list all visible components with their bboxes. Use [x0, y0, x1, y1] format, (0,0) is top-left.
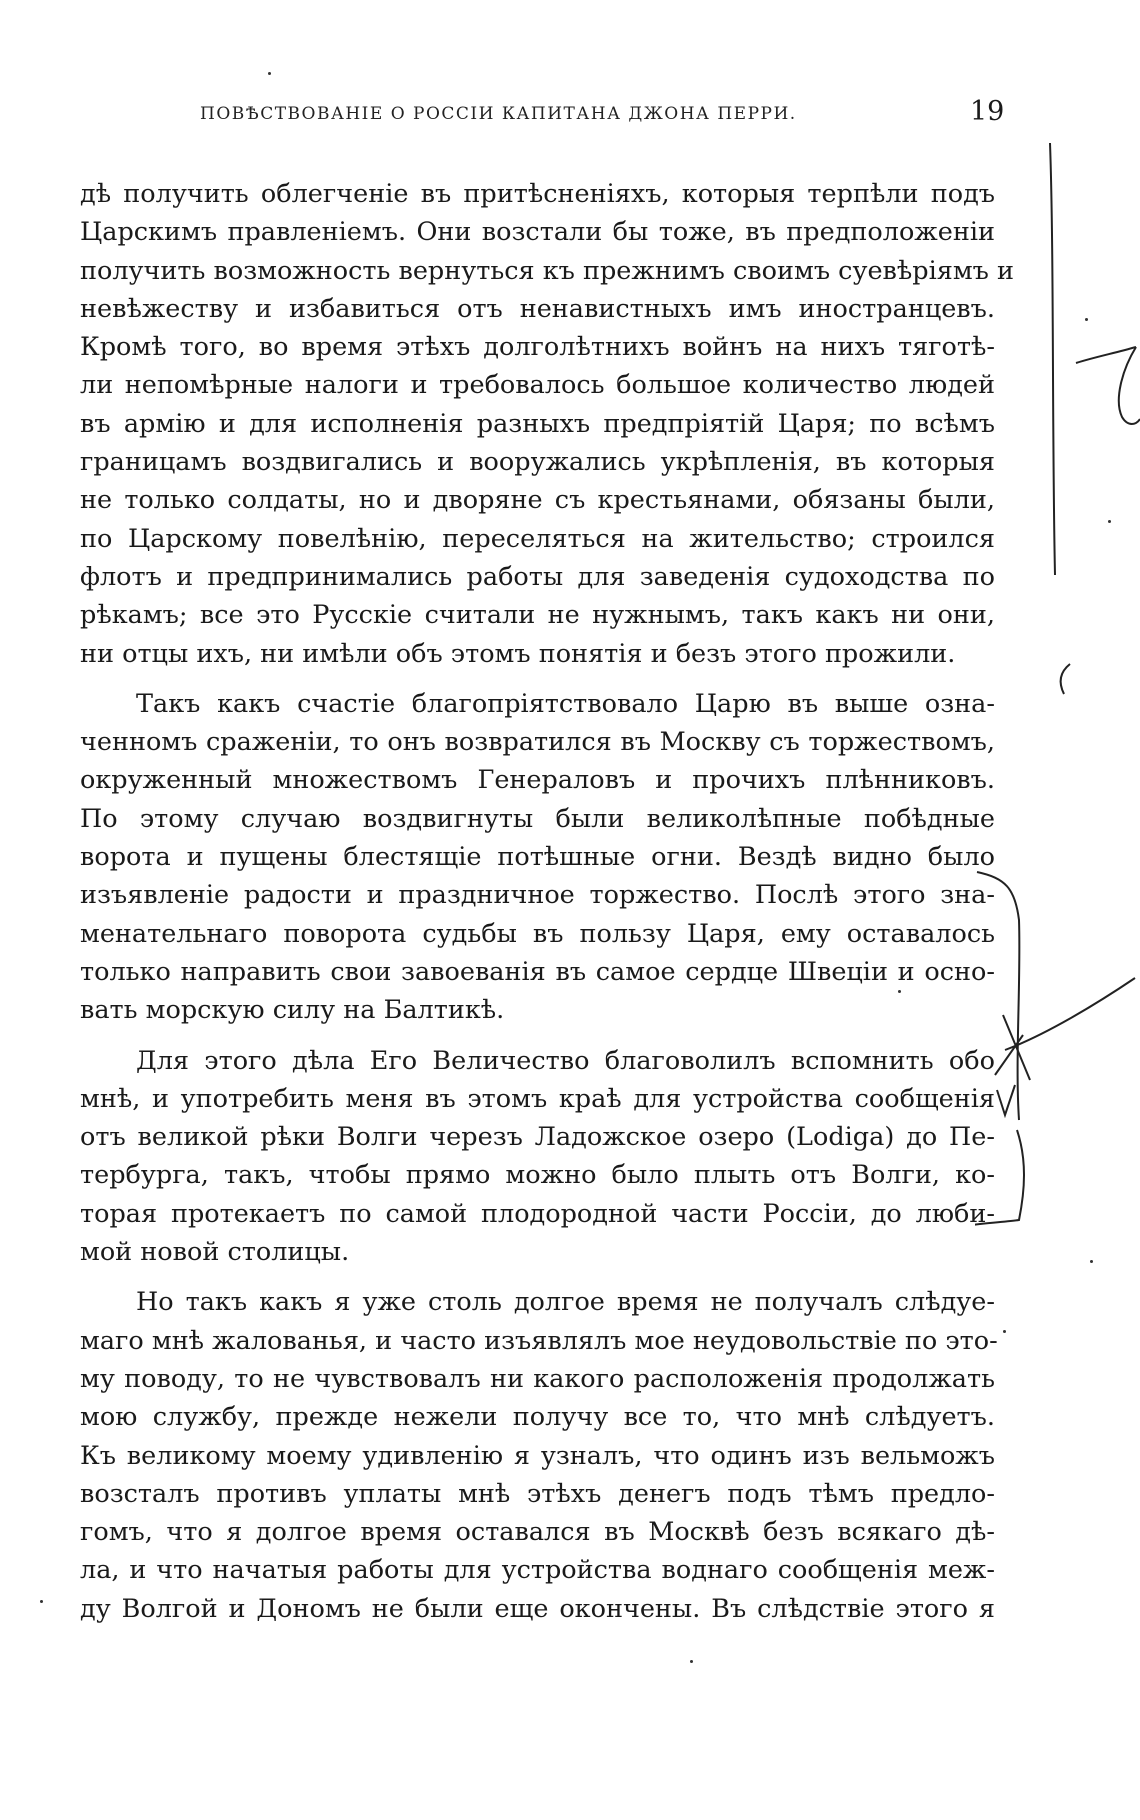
page-number: 19 [970, 96, 1005, 127]
text-line: мой новой столицы. [80, 1237, 350, 1268]
text-line: получить возможность вернуться къ прежнимъ своимъ суевѣріямъ и [80, 255, 1014, 286]
text-line: мнѣ, и употребить меня въ этомъ краѣ для устройства сообщенія [80, 1083, 995, 1114]
paragraph-4 [80, 1283, 998, 1628]
text-line: вать морскую силу на Балтикѣ. [80, 995, 505, 1026]
margin-tick [1050, 660, 1080, 700]
text-line: мою службу, прежде нежели получу все то, что мнѣ слѣдуетъ. [80, 1402, 995, 1433]
text-line: не только солдаты, но и дворяне съ крестьянами, обязаны были, [80, 485, 995, 516]
body-text [80, 175, 1014, 1640]
paragraph-1 [80, 175, 1014, 673]
text-line: въ армію и для исполненія разныхъ предпріятій Царя; по всѣмъ [80, 408, 995, 439]
text-line: по Царскому повелѣнію, переселяться на жительство; строился [80, 523, 995, 554]
text-line: изъявленіе радости и праздничное торжество. Послѣ этого зна- [80, 880, 995, 911]
text-line: Но такъ какъ я уже столь долгое время не получалъ слѣдуе- [136, 1287, 995, 1318]
text-line: маго мнѣ жалованья, и часто изъявлялъ мое неудовольствіе по это- [80, 1325, 998, 1356]
text-line: Кромѣ того, во время этѣхъ долголѣтнихъ войнъ на нихъ тяготѣ- [80, 332, 995, 363]
margin-bracket-lower [975, 860, 1140, 1230]
margin-bracket-upper [1040, 135, 1140, 595]
text-line: ли непомѣрные налоги и требовалось большое количество людей [80, 370, 995, 401]
text-line: Къ великому моему удивленію я узналъ, что одинъ изъ вельможъ [80, 1440, 995, 1471]
text-line: Такъ какъ счастіе благопріятствовало Царю въ выше озна- [136, 688, 995, 719]
text-line: Для этого дѣла Его Величество благоволилъ вспомнить обо [136, 1045, 995, 1076]
text-line: ни отцы ихъ, ни имѣли объ этомъ понятія и безъ этого прожили. [80, 638, 956, 669]
text-line: ла, и что начатыя работы для устройства воднаго сообщенія меж- [80, 1555, 995, 1586]
text-line: му поводу, то не чувствовалъ ни какого расположенія продолжать [80, 1363, 995, 1394]
text-line: торая протекаетъ по самой плодородной части Россіи, до люби- [80, 1198, 995, 1229]
text-line: возсталъ противъ уплаты мнѣ этѣхъ денегъ подъ тѣмъ предло- [80, 1478, 995, 1509]
text-line: окруженный множествомъ Генераловъ и прочихъ плѣнниковъ. [80, 765, 995, 796]
paragraph-3 [80, 1042, 995, 1272]
text-line: ворота и пущены блестящіе потѣшные огни. Вездѣ видно было [80, 842, 995, 873]
text-line: Царскимъ правленіемъ. Они возстали бы тоже, въ предположеніи [80, 217, 995, 248]
text-line: флотъ и предпринимались работы для заведенія судоходства по [80, 561, 995, 592]
text-line: невѣжеству и избавиться отъ ненавистныхъ имъ иностранцевъ. [80, 293, 995, 324]
text-line: ченномъ сраженіи, то онъ возвратился въ Москву съ торжествомъ, [80, 727, 995, 758]
text-line: менательнаго поворота судьбы въ пользу Царя, ему оставалось [80, 918, 995, 949]
text-line: границамъ воздвигались и вооружались укрѣпленія, въ которыя [80, 447, 995, 478]
text-line: только направить свои завоеванія въ самое сердце Швеціи и осно- [80, 956, 995, 987]
text-line: рѣкамъ; все это Русскіе считали не нужнымъ, такъ какъ ни они, [80, 600, 995, 631]
text-line: гомъ, что я долгое время оставался въ Москвѣ безъ всякаго дѣ- [80, 1517, 995, 1548]
text-line: ду Волгой и Дономъ не были еще окончены. Въ слѣдствіе этого я [80, 1593, 995, 1624]
text-line: По этому случаю воздвигнуты были великолѣпные побѣдные [80, 803, 995, 834]
running-head: ПОВѢСТВОВАНІЕ О РОССІИ КАПИТАНА ДЖОНА ПЕРРИ. [200, 104, 797, 124]
text-line: отъ великой рѣки Волги черезъ Ладожское озеро (Lodiga) до Пе- [80, 1122, 995, 1153]
paragraph-2 [80, 685, 995, 1030]
text-line: тербурга, такъ, чтобы прямо можно было плыть отъ Волги, ко- [80, 1160, 995, 1191]
text-line: дѣ получить облегченіе въ притѣсненіяхъ, которыя терпѣли подъ [80, 179, 995, 209]
